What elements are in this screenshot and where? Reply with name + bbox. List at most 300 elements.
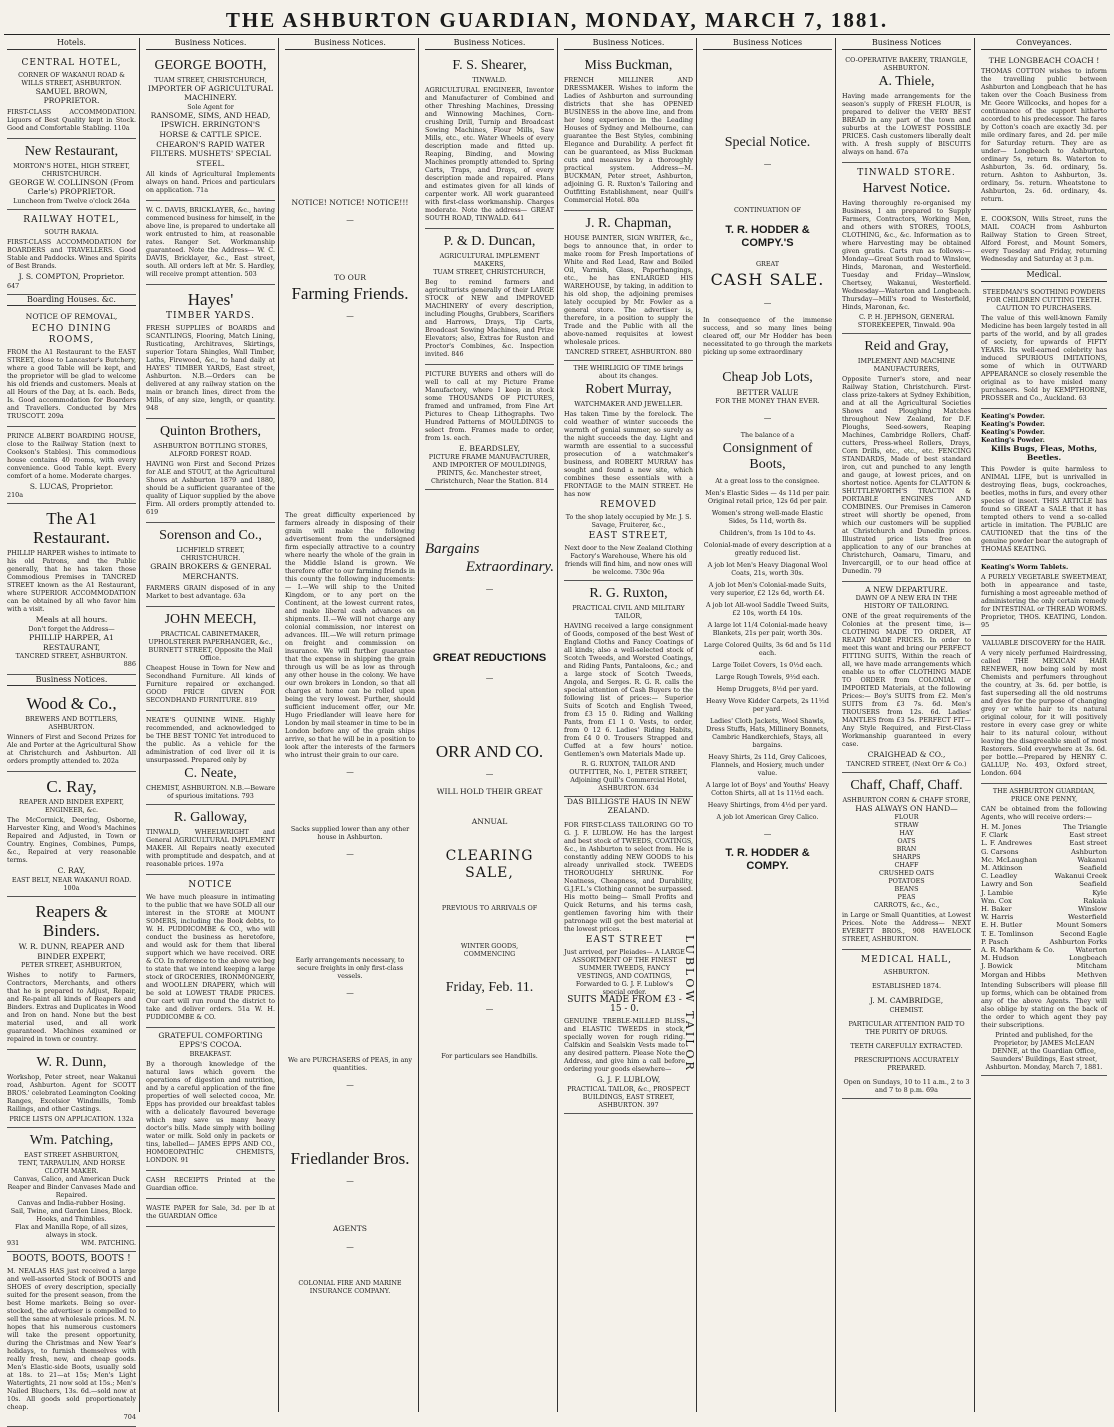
ad-duncan (425, 229, 554, 365)
ad-title: Chaff, Chaff, Chaff. (850, 777, 963, 793)
sale-item: Large Colored Quilts, 3s 6d and 5s 11d each. (703, 640, 832, 657)
ad-body: FARMERS GRAIN disposed of in any Market to best advantage. 63a (146, 583, 275, 600)
ad-body: By a thorough knowledge of the natural laws which govern the operations of digestion and nutrition, and by a careful application of the fine properties of well selected cocoa, Mr. Epps has provided our breakfast tables with a delicately flavoured beverage which may save us many heavy doctor's bills. Made simply with boiling water or milk. Sold only in packets or tins, labelled— JAMES EPPS AND CO., HOMOEOPATHIC CHEMISTS, LONDON. 91 (146, 1059, 275, 1164)
ad-title: Robert Murray, (585, 381, 672, 397)
ad-title: F. S. Shearer, (452, 57, 527, 73)
ad-thiele (842, 53, 971, 163)
ad-name: C. Neate, (184, 765, 237, 781)
ad-murray (564, 361, 693, 581)
ad-sub: FOR CHILDREN CUTTING TEETH. (986, 295, 1102, 304)
ad-title: GEORGE BOOTH, (154, 57, 267, 73)
ad-steedman (981, 285, 1107, 409)
ad-keating-line: Keating's Powder. (981, 427, 1045, 436)
ad-item: BRAN (896, 845, 917, 854)
section-heading: Business Notices (703, 38, 832, 50)
ad-title: Reid and Gray, (864, 338, 949, 354)
ad-address: ASHBURTON. (883, 968, 930, 977)
ad-item: Flax and Manilla Rope, of all sizes, always in stock. (15, 1223, 128, 1240)
ad-sub: CO-OPERATIVE BAKERY, TRIANGLE, ASHBURTON. (845, 55, 968, 72)
ad-body: ONE of the great requirements of the Colonies at the present time, is— CLOTHING MADE TO ORDER, AT READY MADE PRICES. In order to meet this want and bring our PERFECT FITTING SUITS, Within the reach of all, we have made arrangements which enable us to offer CLOTHING MADE TO ORDER from COLONIAL or IMPORTED Materials, at the following Prices:— Boy's SUITS from £2. Men's SUITS from £3 7s. 6d. Men's TROUSERS from 12s. 6d. Ladies' MANTLES from £3 5s. PERFECT FIT—Any Style Required, and First-Class Workmanship guaranteed in every case. (842, 612, 971, 749)
ad-body: PARTICULAR ATTENTION PAID TO THE PURITY OF DRUGS. (848, 1019, 965, 1036)
ad-body: Beg to remind farmers and agriculturists generally of their LARGE STOCK of NEW and IMPROVED MACHINERY of every description, including Ploughs, Grubbers, Scarifiers and Harrows, Drays, Tip Carts, Broadcast Sowing Machines, and Prize Elevators; also, Extras for Ruston and Proctor's Combines, &c. Inspection invited. 846 (425, 277, 554, 358)
ad-address: MORTON'S HOTEL, HIGH STREET, CHRISTCHURCH. (13, 161, 130, 178)
agent-row (981, 897, 1107, 905)
ad-name: PHILLIP HARPER, A1 RESTAURANT, (29, 632, 114, 652)
ad-sub: BREAKFAST. (189, 1049, 232, 1058)
to-our: TO OUR (333, 272, 367, 282)
agent-place: Longbeach (1069, 954, 1107, 963)
ad-title: A NEW DEPARTURE. (865, 584, 948, 594)
ad-body: Has taken Time by the forelock. The cold weather of winter succeeds the warmth of genial summer, so surely as the night succeeds the day. Light and warmth are essential to a successful prosecution of a watchmaker's business, and ROBERT MURRAY has sought and found a new site, which combines these essentials with a FRONTAGE to the MAIN STREET. He has now (564, 409, 693, 498)
sale-item: A large lot of Boys' and Youths' Heavy Cotton Shirts, all at 1s 11½d each. (705, 780, 830, 797)
ad-prescriptions: PRESCRIPTIONS ACCURATELY PREPARED. (854, 1055, 959, 1072)
column-3: Business Notices. NOTICE! NOTICE! NOTICE!!! — TO OUR Farming Friends. — The great difficulty experienced by farmers already in disposing of their grain will make the following advertisement from the undersigned firm especially attractive to a country where nearly the whole of the grain in the Middle Island is grown. We therefore offer to our farming friends in this county the following inducements:— I.—We will ship to the United Kingdom, or to any port on the Continent, at the lowest current rates, and make liberal cash advances on shipments. II.—We will not charge any colonial commission, nor interest on advances. III.—We will return primage on freight and commission on insurance. We will further guarantee that the expense in shipping the grain through us will be as low as through any other house in the colony. We have our own brokers in London, so that all charges at home can be rolled upon being the very lowest. Further, should sufficient inducement offer, our Mr. Hugo Friedlander will leave here for London by mail steamer in time to be in London before any of the grain ships arrive, so that he will be in a position to look after the interests of the farmers who intrust their grain to our care. — Sacks supplied lower than any other house in Ashburton. — Early arrangements necessary, to secure freights in only first-class vessels. — We are PURCHASERS of PEAS, in any quantities. — Friedlander Bros. — AGENTS — COLONIAL FIRE AND MARINE INSURANCE COMPANY. (285, 38, 415, 1296)
ad-body: FIRST-CLASS ACCOMMODATION for BOARDERS and TRAVELLERS. Good Stable and Paddocks. Wines and Spirits of Best Brands. (7, 237, 136, 270)
ad-body: FOR FIRST-CLASS TAILORING GO TO G. J. F. LUBLOW. He has the largest and best stock of TWEEDS, COATINGS, &c., in Ashburton to select from. He is constantly adding NEW GOODS to his already unrivalled stock. TWEEDS THOROUGHLY SHRUNK. For Neatness, Cheapness, and Durability, G.J.F.L.'s Clothing cannot be surpassed. His motto being— Small Profits and Quick Returns, and his terms cash, gentlemen favoring him with their patronage will get the best material at the lowest prices. (564, 820, 693, 933)
orr-and-co: ORR AND CO. (435, 742, 544, 762)
ad-title: CENTRAL HOTEL, (21, 57, 122, 68)
peas-text: We are PURCHASERS of PEAS, in any quantities. (287, 1055, 413, 1072)
balance: The balance of a (740, 430, 795, 439)
agent-name: F. Clark (981, 831, 1008, 840)
ad-item: CARROTS, &c., &c., (873, 901, 940, 910)
agent-row (981, 938, 1107, 946)
ad-galloway (146, 805, 275, 875)
ad-item: Sail, Twine, and Garden Lines, Block. Hooks, and Thimbles. (10, 1207, 133, 1224)
agent-name: H. M. Jones (981, 822, 1022, 831)
ad-title: C. Ray, (46, 777, 97, 797)
ad-price: PRICE LISTS ON APPLICATION. 132a (9, 1115, 134, 1124)
sale-item: Colonial-made of every description at a greatly reduced list. (703, 540, 832, 557)
ad-waste-paper (146, 1199, 275, 1227)
sale-item: Heavy Wove Kidder Carpets, 2s 11½d per yard. (705, 696, 830, 713)
ad-body: FROM the A1 Restaurant to the EAST STREET, close to Lancaster's Butchery, where a good Table will be kept, and the proprietor will be glad to welcome his old friends and customers. Meals at all Hours of the Day, at Is. each. Beds, Is. Good accommodation for Boarders and Travellers. Conducted by Mrs TRUSCOTT. 209a (7, 347, 136, 420)
agent-name: Morgan and Hibbs (981, 970, 1046, 979)
ad-address: TUAM STREET, CHRISTCHURCH, (154, 75, 267, 84)
ad-body: FIRST-CLASS ACCOMMODATION. Liquors of Best Quality kept in Stock. Good and Comfortable Stabling. 110a (7, 107, 136, 132)
continuation: CONTINUATION OF (734, 206, 801, 215)
ad-proprietor: GEORGE W. COLLINSON (From Carle's) PROPRIETOR. (9, 177, 134, 197)
ad-cash-receipts (146, 1171, 275, 1199)
ad-body: WASTE PAPER for Sale, 3d. per lb at the GUARDIAN Office (146, 1203, 275, 1220)
ad-chapman (564, 211, 693, 361)
ad-body: HOUSE PAINTER, SIGN WRITER, &c., begs to announce that, in order to make room for Fresh Importations of White and Red Lead, Raw and Boiled Oil, Varnish, Glass, Paperhangings, etc., he has ENLARGED HIS WAREHOUSE, by taking, in addition to his old shop, the adjoining premises lately occupied by Mr. Fowler as a general store. The advertiser is, therefore, in a position to supply the Trade and the Public with all the above-named requisites at lowest wholesale prices. (564, 233, 693, 346)
ad-title: New Restaurant, (24, 143, 119, 159)
ad-w-r-dunn (7, 1050, 136, 1128)
agent-place: East street (1069, 839, 1107, 848)
ad-proprietor: S. LUCAS, Proprietor. (29, 481, 114, 491)
ad-buckman (564, 53, 693, 211)
ad-address: TUAM STREET, CHRISTCHURCH, (433, 267, 546, 276)
ad-shearer (425, 53, 554, 229)
agent-row (981, 839, 1107, 847)
ad-imprint: Printed and published, for the Proprietor, by JAMES McLEAN DENNE, at the Guardian Office, Saunders' Buildings, East street, Ashburton. Monday, March 7, 1881. (985, 1030, 1103, 1071)
agents-text: AGENTS (332, 1223, 367, 1233)
ad-title: Sorenson and Co., (159, 528, 262, 544)
agent-name: H. Baker (981, 905, 1012, 913)
ad-title: Harvest Notice. (862, 180, 951, 196)
agent-name: T. E. Tomlinson (981, 929, 1034, 938)
ad-address: SOUTH RAKAIA. (44, 227, 99, 236)
ad-title: Wm. Patching, (29, 1133, 114, 1149)
ad-item: HAY (899, 829, 914, 838)
agent-name: Lawry and Son (981, 880, 1033, 889)
ad-removed: REMOVED (599, 499, 658, 510)
ad-new-restaurant (7, 139, 136, 210)
ad-address: ALFORD FOREST ROAD. (169, 450, 252, 459)
column-rule (557, 38, 558, 1412)
agent-place: Mitcham (1076, 962, 1107, 971)
ad-number: 704 (123, 1412, 136, 1421)
ad-title: JOHN MEECH, (164, 611, 257, 627)
ad-name: C. P. H. JEPHSON, GENERAL STOREKEEPER, Tinwald. 90a (857, 312, 956, 329)
ad-item: Canvas, Calico, and American Duck (13, 1175, 130, 1184)
ad-body: PRINCE ALBERT BOARDING HOUSE, close to the Railway Station (next to Cookson's Stables). This commodious house contains 40 rooms, with every convenience. Good Table kept. Every comfort of a home. Moderate charges. (7, 431, 136, 480)
section-heading: Business Notices. (564, 38, 693, 50)
sale-item: Hemp Druggets, 8½d per yard. (716, 684, 819, 693)
agent-place: Mount Somers (1056, 921, 1107, 930)
ad-number: 886 (123, 660, 136, 669)
sale-item: Heavy Shirts, 2s 11d, Grey Calicoes, Flannels, and Hosiery, much under value. (708, 752, 827, 777)
ad-worm-tablets (981, 560, 1107, 636)
ad-whirligig: THE WHIRLIGIG OF TIME brings about its changes. (573, 363, 684, 380)
ad-sub: TINWALD STORE. (857, 167, 956, 178)
ad-sub: CHEMIST. (889, 1005, 924, 1014)
agent-place: Wakanui Creek (1054, 872, 1107, 881)
agent-name: W. Harris (981, 913, 1014, 922)
ad-c-ray (7, 772, 136, 897)
ad-title: STEEDMAN'S SOOTHING POWDERS (982, 287, 1106, 296)
sale-item: Ladies' Cloth Jackets, Wool Shawls, Dress Stuffs, Hats, Millinery Bonnets, Cambric Handkerchiefs, Stays, all bargains. (706, 716, 829, 749)
sale-item: Heavy Shirtings, from 4½d per yard. (707, 800, 828, 809)
ad-railway-hotel (7, 210, 136, 295)
agent-name: M. Hudson (981, 954, 1019, 963)
will-hold: WILL HOLD THEIR GREAT (436, 786, 543, 796)
ad-item: Reaper and Binder Canvases Made and Repaired. (7, 1183, 136, 1200)
section-heading: Business Notices. (425, 38, 554, 50)
sale-item: A job lot All-wool Saddle Tweed Suits, £2 10s, worth £4 10s. (705, 600, 830, 617)
winter: WINTER GOODS, (460, 942, 519, 951)
ad-item: Canvas and India-rubber Hosing. (17, 1199, 126, 1208)
commencing: COMMENCING (463, 950, 516, 959)
agent-row (981, 905, 1107, 913)
ad-sub: IMPLEMENT AND MACHINE MANUFACTURERS, (857, 356, 956, 373)
column-rule (835, 38, 836, 1412)
section-heading: Business Notices. (285, 38, 415, 50)
ad-body: This Powder is quite harmless to ANIMAL LIFE, but is unrivalled in destroying fleas, bugs, cockroaches, beetles, moths in furs, and every other species of insect. THIS ARTICLE has found so GREAT a SALE that it has tempted others to vend a so-called article in imitation. The PUBLIC are CAUTIONED that the tins of the genuine powder bear the autograph of THOMAS KEATING. (981, 464, 1107, 553)
agent-row (981, 971, 1107, 979)
sale-item: A job lot Men's Heavy Diagonal Wool Coats, 21s, worth 30s. (707, 560, 828, 577)
agent-name: J. Lambie (981, 888, 1014, 897)
ad-sorenson (146, 523, 275, 606)
column-7 (839, 38, 974, 1412)
agent-row (981, 930, 1107, 938)
ad-sub: ASHBURTON BOTTLING STORES, (153, 442, 268, 451)
agent-name: C. Leadley (981, 872, 1018, 881)
ad-sub: BREWERS AND BOTTLERS, ASHBURTON. (25, 715, 118, 732)
ad-title: R. G. Ruxton, (589, 585, 668, 601)
bargains: Bargains (425, 541, 480, 558)
cash-sale: CASH SALE. (710, 270, 825, 290)
ad-number: 647 (7, 281, 20, 290)
sale-item: Large Rough Towels, 9½d each. (715, 672, 820, 681)
agent-row (981, 954, 1107, 962)
agent-name: L. F. Andrewes (981, 839, 1033, 848)
ad-item: OATS (897, 837, 916, 846)
ad-address: CHEMIST, ASHBURTON. N.B.—Beware of spurious imitations. 793 (146, 783, 275, 800)
ad-open: Open on Sundays, 10 to 11 a.m., 2 to 3 and 7 to 8 p.m. 69a (843, 1077, 970, 1094)
ad-title: The A1 Restaurant. (33, 509, 110, 548)
ad-number: 210a (7, 491, 24, 500)
ad-medical-hall (842, 950, 971, 1099)
ad-body: All kinds of Agricultural Implements always on hand. Prices and particulars on application. 71a (146, 170, 275, 195)
column-rule (974, 38, 975, 1412)
ad-brands: RANSOME, SIMS, AND HEAD, IPSWICH. ERRINGTON'S HORSE & CATTLE SPICE. CHEARON'S RAPID WATER FILTERS. MUSHETS' SPECIAL STEEL. (150, 110, 271, 168)
agent-place: Second Eagle (1059, 929, 1107, 938)
ad-keating-line: Keating's Powder. (981, 411, 1045, 420)
great-reductions: GREAT REDUCTIONS (432, 651, 547, 664)
section-heading: Medical. (981, 270, 1107, 282)
section-heading: Business Notices. (7, 675, 136, 687)
section-heading: Business Notices (842, 38, 971, 50)
for-money: FOR THE MONEY THAN EVER. (715, 397, 820, 406)
ad-quinton-brothers (146, 419, 275, 523)
agent-place: Waterton (1075, 946, 1107, 955)
ad-sub: PRACTICAL CIVIL AND MILITARY TAILOR, (572, 603, 685, 620)
ad-craighead (842, 582, 971, 773)
ad-name: ECHO DINING ROOMS, (31, 323, 112, 345)
ad-address: EAST STREET ASHBURTON, (23, 1151, 120, 1160)
ad-address: PRACTICAL TAILOR, &c., PROSPECT BUILDINGS, EAST STREET, ASHBURTON. 397 (567, 1084, 690, 1109)
ad-prince-albert (7, 427, 136, 505)
ad-body: FRENCH MILLINER AND DRESSMAKER. Wishes to inform the Ladies of Ashburton and surrounding districts that she has OPENED BUSINESS in the above line, and from her long experience in the Leading Houses of Sydney and Melbourne, can guarantee the Best Styles, combining Elegance and Durability. A perfect fit can be guaranteed, as Miss Buckman cuts and measures by a thoroughly practical system. Address—M. BUCKMAN, Peter street, Ashburton, adjoining G. R. Ruxton's Tailoring and Outfitting Establishment, near Quill's Commercial Hotel. 80a (564, 75, 693, 204)
hodder-footer: T. R. HODDER & COMPY. (725, 846, 810, 872)
ad-item: CRUSHED OATS (878, 869, 934, 878)
ad-address: TINWALD. (472, 75, 507, 84)
hodder-heading: T. R. HODDER & COMPY.'S (725, 224, 810, 250)
ad-reapers-binders (7, 897, 136, 1050)
ad-body: Workshop, Peter street, near Wakanui road, Ashburton. Agent for SCOTT BROS.' celebrated Leamington Cooking Ranges, Excelsior Windmills, Tomb Railings, and other Castings. (7, 1073, 136, 1114)
ad-body: Having made arrangements for the season's supply of FRESH FLOUR, is prepared to deliver the VERY BEST BREAD in any part of the town and suburbs at the LOWEST POSSIBLE PRICES. Cash customers liberally dealt with. A fresh supply of BISCUITS always on hand. 67a (842, 91, 971, 156)
ad-body: HAVING received a large consignment of Goods, composed of the best West of England Cloths and Fancy Coatings of all kinds; also a well-selected stock of Scotch Tweeds, and Worsted Coatings, and Riding Pants, Pantaloons, &c.; and a large stock of Scotch Tweeds, Angola, and Serges. R. G. R. calls the special attention of Cash Buyers to the following list of prices:— Superior Suits of Scotch and English Tweed, from £3 15 0. Riding and Walking Pants, from £1 1 0. Vests, to order, from 0 12 6. Ladies' Riding Habits, from £4 0 0. Trousers Strapped and Cuffed at a few hours' notice. Gentlemen's own Materials Made up. (564, 621, 693, 758)
ad-name: C. RAY, (57, 866, 86, 876)
sale-item: At a great loss to the consignee. (715, 476, 820, 485)
agent-name: J. Bowick (981, 962, 1013, 971)
ad-body: W. C. DAVIS, BRICKLAYER, &c., having commenced business for himself, in the above line, is prepared to undertake all work entrusted to him, at reasonable rates. Ranger Set. Workmanship guaranteed. Note the Address— W. C. DAVIS, Bricklayer, &c., East street, south. All orders left at Mr. S. Hardley, will receive prompt attention. 503 (146, 206, 275, 279)
ad-title: Reapers & Binders. (35, 901, 108, 940)
ad-name: E. BEARDSLEY, (458, 443, 521, 453)
ad-item: PEAS (897, 893, 916, 902)
ad-title: W. R. Dunn, (36, 1055, 107, 1071)
agent-name: E. H. Butler (981, 921, 1023, 930)
ad-proprietor: SAMUEL BROWN, PROPRIETOR. (35, 86, 108, 106)
sale-item: A job lot Men's Colonial-made Suits, very superior, £2 12s 6d, worth £4. (708, 580, 827, 597)
ad-title: RAILWAY HOTEL, (23, 214, 120, 225)
ad-central-hotel (7, 53, 136, 139)
ad-title: Quinton Brothers, (159, 424, 262, 440)
ad-title: THE ASHBURTON GUARDIAN, (992, 786, 1096, 795)
ad-item: SHARPS (892, 853, 921, 862)
ad-tinwald-store (842, 163, 971, 334)
ad-body: FRESH SUPPLIES of BOARDS and SCANTLINGS, Flooring, Match Lining, Rusticating, Architraves, Skirtings, superior Totara Shingles, Wall Timber, Laths, Firewood, &c., to hand daily at HAYES' TIMBER YARDS, East street, Ashburton. N.B.—Orders can be delivered at any railway station on the main or branch lines, direct from the Mills, of any size, length, or quantity. 948 (146, 324, 275, 413)
ad-body: PICTURE BUYERS and others will do well to call at my Picture Frame Manufactory, where I keep in stock some THOUSANDS OF PICTURES, framed and unframed, from Fine Art Pictures to Cheap Lithographs. Two Hundred Patterns of MOULDINGS to select from. Frames made to order, from 1s. each. (425, 369, 554, 442)
ad-address: R. G. RUXTON, TAILOR AND OUTFITTER, No. 1, PETER STREET, Adjoining Quill's Commercial Hotel, ASHBURTON. 634 (569, 759, 688, 792)
farming-friends: Farming Friends. (291, 284, 409, 304)
ad-body: Having thoroughly re-organised my Business, I am prepared to Supply Farmers, Contractors, Working Men, and others with STORES, TOOLS, CLOTHING, &c., &c. Information as to where Harvesting may be obtained given gratis. Carts run as follows:— Monday—Great South road to Winslow, Hinds, Maronan, and Westerfield. Tuesday and Friday—Winslow, Chertsey, Wakanui, Westerfield. Wednesday—Waterton and Longbeach. Thursday—Mill's road to Westerfield, Hinds, Maronan, &c. (842, 198, 971, 311)
ad-keating-line: Keating's Powder. (981, 419, 1045, 428)
ad-body2: To the shop lately occupied by Mr. J. S. Savage, Fruiterer, &c., (565, 512, 692, 529)
ad-number: 931 (7, 1239, 20, 1248)
consignment: Consignment of Boots, (722, 440, 813, 472)
ad-sub: GRAIN BROKERS & GENERAL MERCHANTS. (150, 562, 271, 581)
ad-body: PHILLIP HARPER wishes to intimate to his old Patrons, and the Public generally, that he has taken those Commodious Premises in TANCRED STREET known as the A1 Restaurant, where SUPERIOR ACCOMMODATION can be obtained by all who favor him with a visit. (7, 549, 136, 614)
ad-body: M. NEALAS HAS just received a large and well-assorted Stock of BOOTS and SHOES of every description, specially suited for the present season, from the best Home markets. Being so over-stocked, the advertiser is compelled to sell the same at wholesale prices. M. N. hopes that his numerous customers will take the present opportunity, during the Christmas and New Year's holidays, to furnish themselves with really fresh, new, and cheap goods. Men's Elastic-side Boots, usually sold at 18s. to 21—at 15s; Men's Light Watertights, 21 now sold at 15s.; Men's Nailed Bluchers, 13s. 6d.—sold now at 10s. All goods sold proportionately cheap. (7, 1266, 136, 1411)
ad-reid-gray (842, 334, 971, 582)
column-1 (4, 38, 139, 1421)
ad-keating-line: Keating's Powder. (981, 435, 1045, 444)
section-heading: Conveyances. (981, 38, 1107, 50)
ad-kills: Kills Bugs, Fleas, Moths, Beetles. (991, 443, 1097, 463)
ad-sub: TIMBER YARDS. (165, 311, 256, 322)
agent-name: A. R. Markham & Co. (981, 946, 1055, 955)
column-rule (278, 38, 279, 1412)
agents-list (981, 823, 1107, 979)
ad-hair (981, 636, 1107, 784)
ad-guardian-agents (981, 784, 1107, 1076)
column-2 (143, 38, 278, 1412)
agent-place: Ashburton (1071, 847, 1107, 856)
ad-sub: W. R. DUNN, REAPER AND BINDER EXPERT, (18, 941, 125, 961)
masthead-rule (4, 34, 1110, 35)
ad-body: Wishes to notify to Farmers, Contractors, Merchants, and others that he is prepared to Adjust, Repair, and Re-paint all kinds of Reapers and Binders. Extras and Duplicates in Wood and Iron on hand. None but the best material used, and all work guaranteed. Machines examined or repaired in town or country. (7, 971, 136, 1044)
column-6: Business Notices Special Notice. — CONTINUATION OF T. R. HODDER & COMPY.'S GREAT CASH SALE. — In consequence of the immense success, and so many lines being cleared off, our Mr Hodder has been necessitated to go through the markets picking up some extraordinary Cheap Job Lots, BETTER VALUE FOR THE MONEY THAN EVER. — The balance of a Consignment of Boots, At a great loss to the consignee. Men's Elastic Sides — 4s 11d per pair. Original retail price, 12s 6d per pair. Women's strong well-made Elastic Sides, 5s 11d, worth 8s. Children's, from 1s 10d to 4s. Colonial-made of every description at a greatly reduced list. A job lot Men's Heavy Diagonal Wool Coats, 21s, worth 30s. A job lot Men's Colonial-made Suits, very superior, £2 12s 6d, worth £4. A job lot All-wool Saddle Tweed Suits, £2 10s, worth £4 10s. A large lot 11/4 Colonial-made heavy Blankets, 21s per pair, worth 30s. Large Colored Quilts, 3s 6d and 5s 11d each. Large Toilet Covers, 1s 0½d each. Large Rough Towels, 9½d each. Hemp Druggets, 8½d per yard. Heavy Wove Kidder Carpets, 2s 11½d per yard. Ladies' Cloth Jackets, Wool Shawls, Dress Stuffs, Hats, Millinery Bonnets, Cambric Handkerchiefs, Stays, all bargains. Heavy Shirts, 2s 11d, Grey Calicoes, Flannels, and Hosiery, much under value. A large lot of Boys' and Youths' Heavy Cotton Shirts, all at 1s 11½d each. Heavy Shirtings, from 4½d per yard. A job lot American Grey Calico. — T. R. HODDER & COMPY. (703, 38, 832, 872)
section-heading: Boarding Houses. &c. (7, 295, 136, 307)
ad-sub: AGRICULTURAL IMPLEMENT MAKERS, (439, 251, 540, 268)
ad-body: THOMAS COTTON wishes to inform the travelling public between Ashburton and Longbeach that he has taken over the Coach Business from Mr. Geore Willcocks, and hopes for a continuance of the support hitherto accorded to his predecessor. The fares by Cotton's coach are exactly 3d. per mile ordinary fares, and 2d. per mile for Saturday return. They are as under— Longbeach to Ashburton, ordinary 5s, return 8s. Waterton to Ashburton, 3s. 6d. ordinary, 5s. return. Ashton to Ashburton, 3s. ordinary, 5s. return. Wheatstone to Ashburton, 2s. 6d. ordinary, 4s. return. (981, 67, 1107, 204)
sacks-text: Sacks supplied lower than any other house in Ashburton. (290, 824, 410, 841)
ad-name: J. M. CAMBRIDGE, (869, 996, 944, 1006)
billigste: DAS BILLIGSTE HAUS IN NEW ZEALAND. (566, 796, 691, 816)
ad-a1-restaurant (7, 504, 136, 674)
ad-title: BOOTS, BOOTS, BOOTS ! (12, 1254, 131, 1265)
column-rule (418, 38, 419, 1412)
ad-item: CHAFF (894, 861, 919, 870)
agent-row (981, 856, 1107, 864)
ad-body: AGRICULTURAL ENGINEER, Inventor and Manufacturer of Combined and other Threshing Machines, Dressing and Winnowing Machines, Corn-crushing Drill, Turnip and Broadcast Sowing Machines, Flour Mills, Saw Mills, etc., etc. Water Wheels of every description made and fitted up. Reaping, Binding, and Mowing Machines promptly attended to. Spring Carts, Traps, and Drays, of every description made and repaired. Plans and estimates given for all kinds of carpenter work. All work guaranteed with first-class workmanship. Charges moderate. Note the address— GREAT SOUTH ROAD, TINWALD. 641 (425, 85, 554, 222)
agent-row (981, 889, 1107, 897)
ad-name: WM. PATCHING. (81, 1239, 136, 1248)
ad-title: Hayes' (187, 290, 234, 310)
ad-body: CAN be obtained from the following Agents, who will receive orders:— (981, 804, 1107, 821)
ad-sub: WATCHMAKER AND JEWELLER. (574, 399, 683, 408)
ad-title: Wood & Co., (26, 694, 117, 714)
ad-title: P. & D. Duncan, (443, 233, 536, 249)
agent-place: Methven (1076, 970, 1107, 979)
ad-title: NOTICE OF REMOVAL, (25, 312, 118, 322)
ad-body: The value of this well-known Family Medicine has been largely tested in all parts of the world, and by all grades of society, for upwards of FIFTY YEARS. Its well-earned celebrity has induced SPURIOUS IMITATIONS, some of which in OUTWARD APPEARANCE so closely resemble the original as to have misled many purchasers. Sold by KEMPTHORNE, PROSSER and Co., Auckland. 63 (981, 313, 1107, 402)
agent-row (981, 823, 1107, 831)
ad-name: G. J. F. LUBLOW, (596, 1074, 661, 1084)
ad-w-c-davis (146, 201, 275, 285)
ad-cookson (981, 210, 1107, 270)
sale-item: Men's Elastic Sides — 4s 11d per pair. Original retail price, 12s 6d per pair. (705, 488, 830, 505)
agent-row (981, 831, 1107, 839)
ad-longbeach-coach (981, 53, 1107, 211)
ad-price: PRICE ONE PENNY, (1010, 794, 1078, 803)
ad-item: BEANS (894, 885, 919, 894)
ad-body2: Intending Subscribers will please fill up forms, which can be obtained from any of the above Agents. They will also oblige by stating on the back of the order to which agent they pay their subscriptions. (981, 980, 1107, 1029)
ad-address: PETER STREET, ASHBURTON, (21, 961, 122, 970)
agent-place: Ashburton Forks (1049, 937, 1107, 946)
ad-proprietor: J. S. COMPTON, Proprietor. (18, 271, 125, 281)
ad-body: Luncheon from Twelve o'clock 264a (13, 196, 130, 205)
ad-sub: REAPER AND BINDER EXPERT, ENGINEER, &c. (19, 798, 124, 815)
ad-body: CASH RECEIPTS Printed at the Guardian office. (146, 1175, 275, 1192)
ad-address: TANCRED STREET, ASHBURTON. (15, 652, 128, 661)
agent-name: P. Pasch (981, 937, 1009, 946)
agent-place: The Triangle (1062, 822, 1107, 831)
ad-address: EAST BELT, NEAR WAKANUI ROAD. 100a (11, 875, 132, 892)
ad-address: CORNER OF WAKANUI ROAD & WILLS STREET, ASHBURTON. (18, 70, 125, 87)
ad-title: VALUABLE DISCOVERY for the HAIR. (982, 638, 1106, 647)
sale-item: Women's strong well-made Elastic Sides, 5s 11d, worth 8s. (711, 508, 824, 525)
friedlander-bros: Friedlander Bros. (290, 1149, 410, 1169)
ad-body: A PURELY VEGETABLE SWEETMEAT, both in appearance and taste, furnishing a most agreeable method of administering the only certain remedy for INTESTINAL or THREAD WORMS. Proprietor, THOS. KEATING, London. 95 (981, 572, 1107, 629)
ad-body: We have much pleasure in intimating to the public that we have SOLD all our interest in the STORE at MOUNT SOMERS, including the Book debts, to W. H. PUDDICOMBE & CO., who will conduct the business as heretofore, and would ask for them that liberal support which we have received. ORE & CO. In reference to the above we beg to state that we intend keeping a large stock of GROCERIES, IRONMONGERY, and WOOLLEN DRAPERY, which will be sold at LOWEST TRADE PRICES. Our cart will run round the district to take and deliver orders. 51a W. H. PUDDICOMBE & CO. (146, 892, 275, 1021)
agent-name: M. Atkinson (981, 863, 1023, 872)
ad-ruxton (564, 581, 693, 797)
ad-lublow (564, 816, 696, 1114)
agent-row (981, 872, 1107, 880)
masthead: THE ASHBURTON GUARDIAN, MONDAY, MARCH 7, 1881. (225, 8, 889, 32)
agent-row (981, 848, 1107, 856)
ad-sub: TENT, TARPAULIN, AND HORSE CLOTH MAKER. (18, 1159, 125, 1176)
ad-body: E. COOKSON, Wills Street, runs the MAIL COACH from Ashburton Railway Station to Green Street, Alford Forest, and Mount Somers, every Tuesday and Friday, returning Wednesday and Saturday at 3 p.m. (981, 215, 1107, 264)
agent-place: Westerfield (1067, 913, 1107, 922)
ad-body: A very nicely perfumed Hairdressing, called THE MEXICAN HAIR RENEWER, now being sold by most Chemists and perfumers throughout the country, at 3s. 6d. per bottle, is fast superseding all the old nostrums and dyes for the purpose of changing grey or white hair to its natural original colour, for it will positively restore in every case grey or white hair to its natural colour, without leaving the disagreeable smell of most Restorers. Sold everywhere at 3s. 6d. per bottle.—Prepared by HENRY C. GALLUP, No. 493, Oxford street, London. 604 (981, 648, 1107, 777)
section-heading: Hotels. (7, 38, 136, 50)
notice-heading: NOTICE! NOTICE! NOTICE!!! (291, 197, 409, 207)
ad-name: CRAIGHEAD & CO., (867, 750, 946, 760)
handbills: For particulars see Handbills. (441, 1051, 538, 1060)
agent-name: Wm. Cox (981, 896, 1012, 905)
ad-title: GRATEFUL COMFORTING EPPS'S COCOA. (158, 1030, 263, 1050)
ad-body2: Just arrived, per Pleiades— A LARGE ASSORTMENT OF THE FINEST SUMMER TWEEDS, FANCY VESTINGS, AND COATINGS, Forwarded to G. J. F. Lublow's special order. (564, 947, 685, 996)
agent-place: Seafield (1079, 880, 1107, 889)
agent-place: East street (1069, 831, 1107, 840)
ad-sub: ASHBURTON CORN & CHAFF STORE, (842, 795, 971, 804)
better-value: BETTER VALUE (736, 387, 799, 397)
ad-keating (981, 409, 1107, 560)
extraordinary: Extraordinary. (465, 559, 554, 576)
special-notice: Special Notice. (724, 134, 811, 150)
ad-title: Miss Buckman, (584, 57, 673, 73)
agent-row (981, 962, 1107, 970)
ad-sub: PICTURE FRAME MANUFACTURER, AND IMPORTER OF MOULDINGS, PRINTS, &c. Manchester street, Christchurch, Near the Station. 814 (428, 453, 551, 486)
agent-row (981, 864, 1107, 872)
agent-place: Rakaia (1083, 896, 1107, 905)
ad-body: Cheapest House in Town for New and Secondhand Furniture. All kinds of Furniture repaired or exchanged. GOOD PRICE GIVEN FOR SECONDHAND FURNITURE. 819 (146, 663, 275, 704)
ad-body: Opposite Turner's store, and near Railway Station, Christchurch. First-class prize-takers at Sydney Exhibition, and at all the Agricultural Societies Shows and Ploughing Matches throughout New Zealand, for D.F. Ploughs, Seed-sowers, Reaping Machines, Cambridge Rollers, Chaff-cutters, Press-wheel Rollers, Drays, Corn Drills, etc., etc., etc. FENCING STANDARDS, Made of best standard iron, cut and punched to any length and gauge, at lowest prices, and on shortest notice. Agents for CLAYTON & SHUTTLEWORTH'S TRACTION & PORTABLE ENGINES AND COMBINES. Our Premises in Cameron street will shortly be opened, from which our customers will be supplied at Christchurch and Dunedin prices. Illustrated price lists free on application to any of our branches at Christchurch, Oamaru, Timaru, and Invercargill, or to our head office at Dunedin. 79 (842, 374, 971, 575)
ad-epps-cocoa (146, 1028, 275, 1171)
ad-beardsley (425, 365, 554, 491)
sale-item: A job lot American Grey Calico. (716, 812, 819, 821)
hodder-body: In consequence of the immense success, and so many lines being cleared off, our Mr Hodder has been necessitated to go through the markets picking up some extraordinary (703, 315, 832, 356)
section-heading: Business Notices. (146, 38, 275, 50)
friday: Friday, Feb. 11. (445, 980, 534, 996)
column-4: Business Notices. F. S. Shearer, TINWALD. AGRICULTURAL ENGINEER, Inventor and Manufacturer of Combined and other Threshing Machines, Dressing and Winnowing Machines, Corn-crushing Drill, Turnip and Broadcast Sowing Machines, Flour Mills, Saw Mills, etc., etc. Water Wheels of every description made and fitted up. Reaping, Binding, and Mowing Machines promptly attended to. Spring Carts, Traps, and Drays, of every description made and repaired. Plans and estimates given for all kinds of carpenter work. All work guaranteed with first-class workmanship. Charges moderate. Note the address— GREAT SOUTH ROAD, TINWALD. 641 P. & D. Duncan, AGRICULTURAL IMPLEMENT MAKERS, TUAM STREET, CHRISTCHURCH, Beg to remind farmers and agriculturists generally of their LARGE STOCK of NEW and IMPROVED MACHINERY of every description, including Ploughs, Grubbers, Scarifiers and Harrows, Drays, Tip Carts, Broadcast Sowing Machines, and Prize Elevators; also, Extras for Ruston and Proctor's Combines, &c. Inspection invited. 846 PICTURE BUYERS and others will do well to call at my Picture Frame Manufactory, where I keep in stock some THOUSANDS OF PICTURES, framed and unframed, from Fine Art Pictures to Cheap Lithographs. Two Hundred Patterns of MOULDINGS to select from. Frames made to order, from 1s. each. E. BEARDSLEY, PICTURE FRAME MANUFACTURER, AND IMPORTER OF MOULDINGS, PRINTS, &c. Manchester street, Christchurch, Near the Station. 814 Bargains Extraordinary. — GREAT REDUCTIONS — ORR AND CO. — WILL HOLD THEIR GREAT ANNUAL CLEARING SALE, PREVIOUS TO ARRIVALS OF WINTER GOODS, COMMENCING Friday, Feb. 11. — For particulars see Handbills. (425, 38, 554, 1060)
agent-name: Mc. McLaughan (981, 855, 1037, 864)
